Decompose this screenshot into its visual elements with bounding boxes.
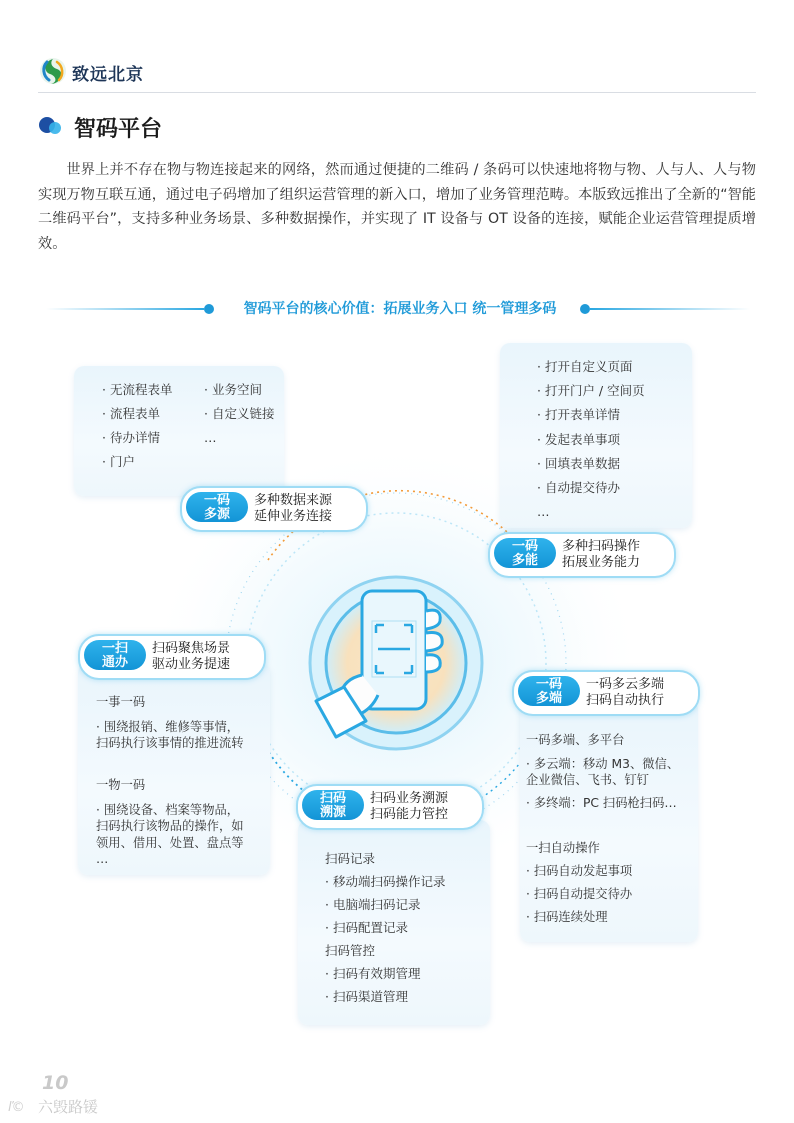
pill-desc-line: 扫码自动执行 [586,693,665,708]
list-item: · 打开自定义页面 [537,359,633,374]
list-item: · 电脑端扫码记录 [325,897,421,912]
card-multi-function [500,343,692,528]
block-line: 领用、借用、处置、盘点等 [96,835,244,850]
block-line: 企业微信、飞书、钉钉 [526,773,649,787]
list-item: · 门户 [102,454,135,469]
pill-desc-line: 多种数据来源 [254,493,333,508]
list-item: 扫码记录 [325,851,376,866]
block-line: · 扫码自动提交待办 [526,887,633,901]
block-line: · 多云端：移动 M3、微信、 [526,756,680,771]
list-item: · 回填表单数据 [537,455,620,471]
pill-badge: 一码 多端 [518,676,580,706]
list-item: · 自动提交待办 [537,480,620,496]
block-line: · 围绕设备、档案等物品， [96,802,240,817]
brand-logo-icon [38,56,68,86]
pill-badge: 扫码 溯源 [302,790,364,820]
block-line: · 多终端：PC 扫码枪扫码… [526,795,677,810]
list-item: 扫码管控 [325,943,376,958]
card-scan-trace [298,820,490,1025]
pill-desc-line: 拓展业务能力 [562,555,641,570]
list-item: · 移动端扫码操作记录 [325,874,446,889]
list-item: · 扫码配置记录 [325,920,408,935]
block-line: 扫码执行该事情的推进流转 [96,736,244,750]
page-number: 10 [42,1072,69,1094]
list-item: · 扫码有效期管理 [325,966,421,981]
pill-multi-terminal [512,670,700,716]
block-line: … [96,852,109,866]
list-item: · 扫码渠道管理 [325,989,408,1004]
list-item: · 无流程表单 [102,382,173,397]
list-item: · 待办详情 [102,430,160,445]
block-line: · 扫码自动发起事项 [526,864,633,878]
core-value-banner: 智码平台的核心价值：拓展业务入口 统一管理多码 [243,301,557,317]
block-line: · 扫码连续处理 [526,910,608,924]
list-item: · 业务空间 [204,382,262,397]
intro-paragraph: 世界上并不存在物与物连接起来的网络，然而通过便捷的二维码 / 条码可以快速地将物与物、人与人、人与物实现万物互联互通，通过电子码增加了组织运营管理的新入口，增加了业务管理范畴。本版致远推出了全新的“智能二维码平台”，支持多种业务场景、多种数据操作，并实现了 IT 设备与 OT 设备的连接，赋能企业运营管理提质增效。 [38,162,756,252]
pill-desc-line: 扫码业务溯源 [370,791,449,806]
list-item: … [537,504,550,520]
block-line: 扫码执行该物品的操作，如 [96,819,244,833]
card-scan-handle [78,663,270,875]
list-item: · 流程表单 [102,406,160,421]
block-heading: 一码多端、多平台 [526,733,625,747]
pill-desc-line: 一码多云多端 [586,677,665,692]
list-item: · 发起表单事项 [537,431,620,447]
pill-desc-line: 多种扫码操作 [562,539,641,554]
card-multi-source [74,366,284,496]
dual-dot-bullet-icon [38,115,62,135]
pill-badge: 一码 多源 [186,492,248,522]
banner-dot-right [580,304,590,314]
pill-desc-line: 扫码聚焦场景 [152,641,231,656]
pill-desc-line: 驱动业务提速 [152,657,231,672]
pill-badge: 一码 多能 [494,538,556,568]
banner-dot-left [204,304,214,314]
svg-text:ľ©: ľ© [8,1100,25,1115]
banner-line-left [46,308,204,310]
banner-line-right [590,308,750,310]
watermark-text: 六毁路锾 [38,1098,99,1116]
block-heading: 一事一码 [96,695,146,709]
pill-desc-line: 扫码能力管控 [370,807,449,822]
pill-badge: 一扫 通办 [84,640,146,670]
block-heading: 一物一码 [96,778,146,792]
hand-holding-phone-scan-icon [258,525,534,801]
pill-scan-handle [78,634,266,680]
header-divider [38,92,756,93]
section-title: 智码平台 [74,117,163,142]
card-multi-terminal [520,700,698,942]
brand-name: 致远北京 [72,65,144,85]
list-item: … [204,430,217,445]
watermark-logo-icon [8,1097,36,1115]
block-line: · 围绕报销、维修等事情， [96,719,240,734]
block-heading: 一扫自动操作 [526,841,600,855]
list-item: · 自定义链接 [204,406,275,421]
list-item: · 打开门户 / 空间页 [537,383,645,399]
pill-desc-line: 延伸业务连接 [254,509,333,524]
list-item: · 打开表单详情 [537,407,620,423]
